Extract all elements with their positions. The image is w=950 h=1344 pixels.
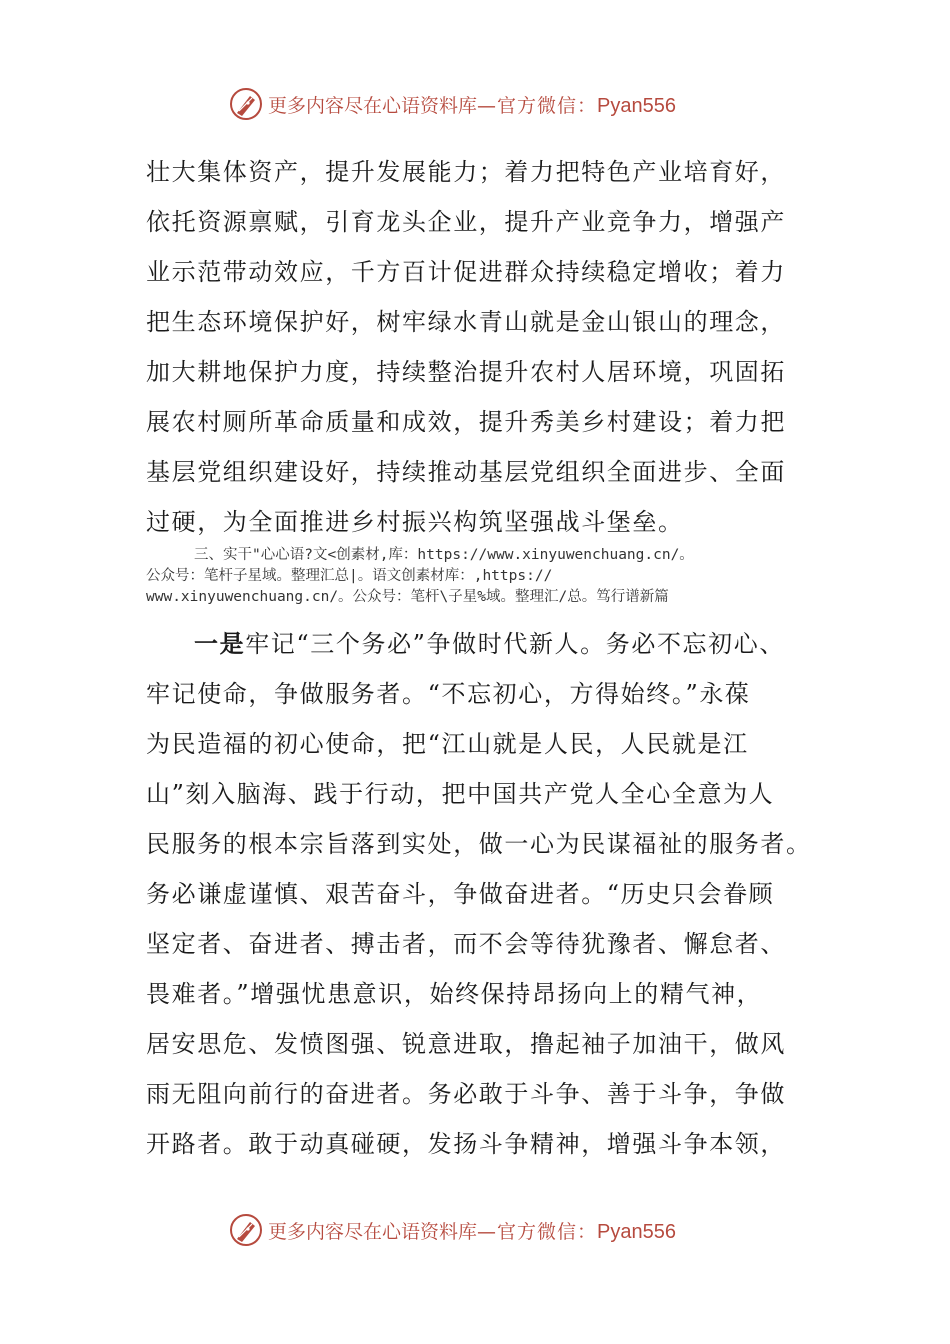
text-line: 畏难者。”增强忧患意识，始终保持昂扬向上的精气神， — [146, 980, 763, 1008]
watermark-text: 更多内容尽在心语资料库—官方微信：Pyan556 — [268, 1220, 676, 1243]
text-line-first — [146, 619, 826, 669]
pen-nib-logo-icon — [228, 1212, 264, 1248]
text-line: 基层党组织建设好，持续推动基层党组织全面进步、全面 — [146, 458, 786, 486]
lead-phrase: 一是 — [194, 629, 246, 658]
text-line: 坚定者、奋进者、搏击者，而不会等待犹豫者、懈怠者、 — [146, 930, 786, 958]
note-line: 三、实干"心心语?文<创素材,库：https://www.xinyuwenchuang.cn/。 — [194, 547, 694, 563]
text-line: 业示范带动效应，千方百计促进群众持续稳定增收；着力 — [146, 258, 786, 286]
paragraph-1 — [146, 147, 826, 547]
paragraph-2 — [146, 619, 826, 1169]
watermark-text: 更多内容尽在心语资料库—官方微信：Pyan556 — [268, 94, 676, 117]
text-line: 加大耕地保护力度，持续整治提升农村人居环境，巩固拓 — [146, 358, 786, 386]
text-line: 山”刻入脑海、践于行动，把中国共产党人全心全意为人 — [146, 780, 775, 808]
text-line: 民服务的根本宗旨落到实处，做一心为民谋福祉的服务者。 — [146, 830, 812, 858]
text-line: 把生态环境保护好，树牢绿水青山就是金山银山的理念， — [146, 308, 786, 336]
footer-watermark — [228, 1210, 748, 1250]
text-line: 壮大集体资产，提升发展能力；着力把特色产业培育好， — [146, 158, 786, 186]
text-line: 依托资源禀赋，引育龙头企业，提升产业竞争力，增强产 — [146, 208, 786, 236]
text-line: 展农村厕所革命质量和成效，提升秀美乡村建设；着力把 — [146, 408, 786, 436]
header-watermark — [228, 84, 748, 124]
text-line: 开路者。敢于动真碰硬，发扬斗争精神，增强斗争本领， — [146, 1130, 786, 1158]
text-line: 过硬，为全面推进乡村振兴构筑坚强战斗堡垒。 — [146, 508, 684, 536]
text-line: 务必谦虚谨慎、艰苦奋斗，争做奋进者。“历史只会眷顾 — [146, 880, 775, 908]
note-line: 公众号：笔杆子星域。整理汇总|。语文创素材库：,https:// — [146, 568, 553, 584]
text-fragment: 牢记“三个务必”争做时代新人。务必不忘初心、 — [245, 630, 785, 658]
pen-nib-logo-icon — [228, 86, 264, 122]
text-line: 雨无阻向前行的奋进者。务必敢于斗争、善于斗争，争做 — [146, 1080, 786, 1108]
section-heading-note — [146, 545, 826, 608]
text-line: 牢记使命，争做服务者。“不忘初心，方得始终。”永葆 — [146, 680, 751, 708]
note-line: www.xinyuwenchuang.cn/。公众号：笔杆\子星%域。整理汇/总。笃行谱新篇 — [146, 589, 669, 605]
text-line: 居安思危、发愤图强、锐意进取，撸起袖子加油干，做风 — [146, 1030, 786, 1058]
text-line: 为民造福的初心使命，把“江山就是人民，人民就是江 — [146, 730, 749, 758]
